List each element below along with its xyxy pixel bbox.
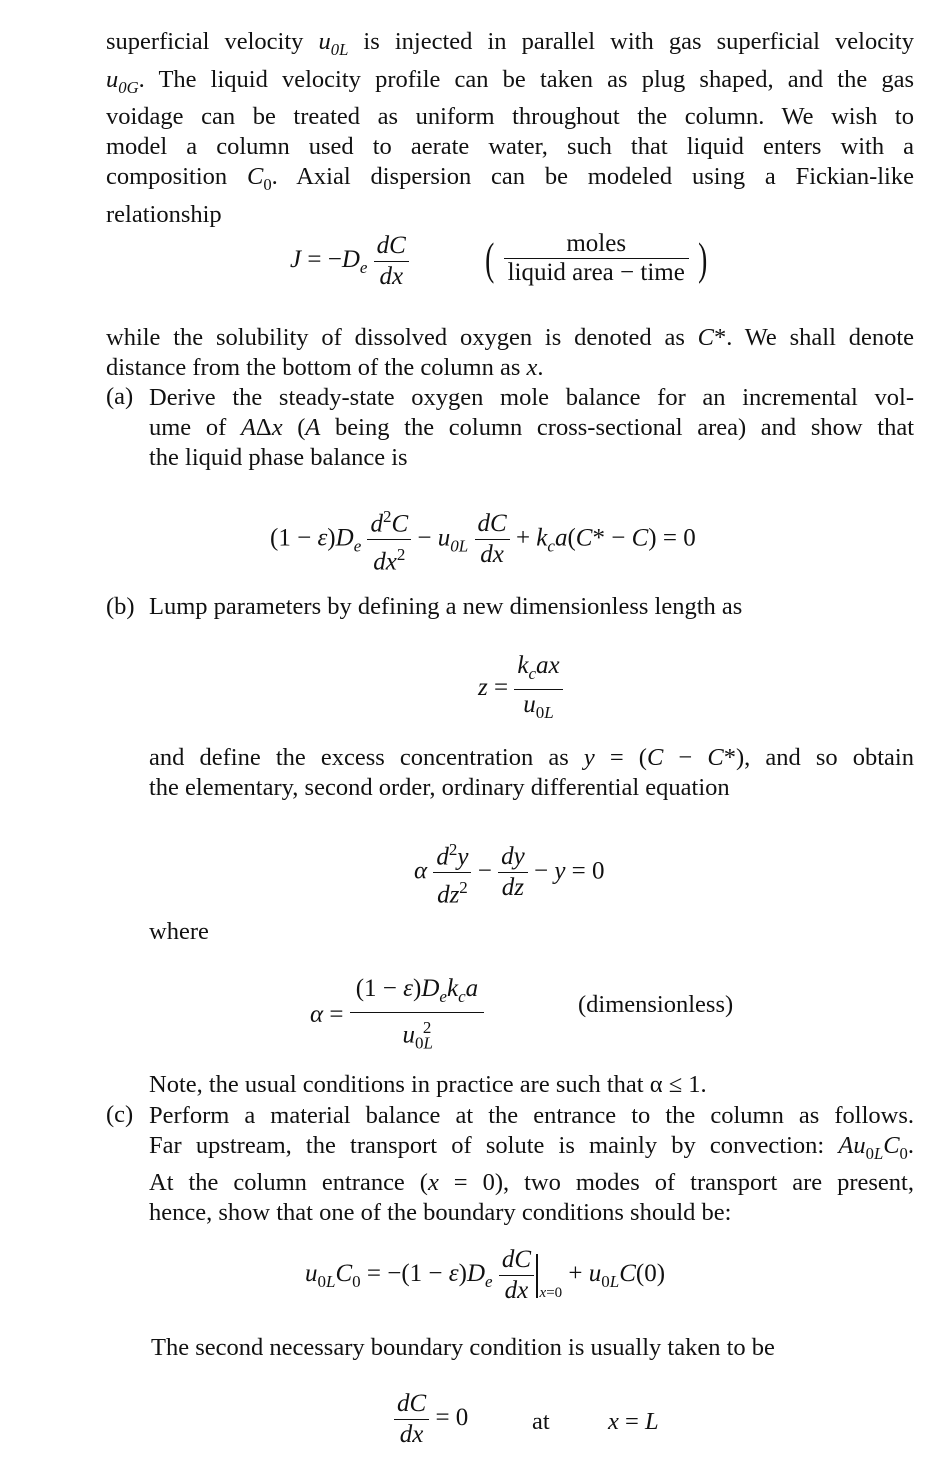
dimensionless-length-equation: z = $\frac{k_cax}{u_{0L}}$ (478, 652, 563, 727)
entrance-boundary-condition: $u_{0L}C_0 = -(1 - \varepsilon)D_e$ $\frac{dC}{dx}$ $_{x=0} + u_{0L}C(0)$ (305, 1246, 666, 1304)
part-c-text (149, 1101, 914, 1228)
part-b-marker: (b) (106, 593, 135, 620)
part-b-line-3: the elementary, second order, ordinary differential equation (149, 773, 730, 801)
dimensionless-label: (dimensionless) (578, 991, 734, 1018)
flux-units: ( $\frac{\text{moles}}{\text{liquid area − time}}$ ) (485, 230, 708, 286)
part-b-text (149, 743, 914, 803)
alpha-equation: α = $\frac{(1 - \varepsilon)D_ek_ca}{u_{0L}^2}$ (310, 975, 484, 1057)
part-a-line-3: the liquid phase balance is (149, 443, 408, 471)
part-c-line-3: At the column entrance (x = 0), two modes of transport are present, (149, 1169, 914, 1197)
note-line: Note, the usual conditions in practice are such that α ≤ 1. (149, 1071, 707, 1098)
part-a-text (149, 383, 914, 472)
part-c-line-4: hence, show that one of the boundary conditions should be: (149, 1199, 732, 1227)
part-a-line-2: ume of AΔx (A being the column cross-sectional area) and show that (149, 413, 915, 441)
intro-paragraph (106, 27, 914, 229)
at-label: at (532, 1408, 550, 1435)
part-b-line-2: and define the excess concentration as y = (C − C*), and so obtain (149, 744, 914, 771)
ode-equation: α $\frac{d^2y}{dz^2}$ − $\frac{dy}{dz}$ − y = 0 (414, 836, 605, 910)
intro-line-1: superficial velocity $u_{0L}$ is injected in parallel with gas superficial velocity (106, 28, 914, 59)
units-denominator: liquid area − time (507, 259, 685, 286)
second-bc-text: The second necessary boundary condition is usually taken to be (151, 1334, 775, 1361)
where-label: where (149, 918, 209, 945)
part-c-line-1: Perform a material balance at the entrance to the column as follows. (149, 1102, 914, 1129)
flux-equation: $J = -D_e$ $\frac{dC}{dx}$ (290, 232, 409, 291)
intro-line-3: voidage can be treated as uniform throughout the column. We wish to (106, 103, 914, 131)
part-c-line-2: Far upstream, the transport of solute is mainly by convection: $Au_{0L}C_0$. (149, 1131, 914, 1163)
part-b-line-1: Lump parameters by defining a new dimensionless length as (149, 593, 743, 620)
part-c-marker: (c) (106, 1101, 134, 1128)
units-numerator: moles (504, 230, 689, 259)
intro-line-5: composition $C_0$. Axial dispersion can be modeled using a Fickian-like (106, 162, 914, 194)
part-a-line-1: Derive the steady-state oxygen mole balance for an incremental vol- (149, 384, 914, 411)
exit-boundary-condition: $\frac{dC}{dx}$ = 0 (394, 1390, 468, 1449)
exit-bc-equals: = 0 (435, 1404, 469, 1432)
intro-line-6: relationship (106, 200, 222, 228)
x-equals-l: x = L (608, 1408, 659, 1435)
part-a-marker: (a) (106, 383, 134, 410)
solubility-line-1: while the solubility of dissolved oxygen is denoted as C*. We shall denote (106, 324, 915, 351)
liquid-balance-equation: $(1 - \varepsilon)D_e$ $\frac{d^2C}{dx^2}$ − $u_{0L}$ $\frac{dC}{dx}$ + $k_ca(C* - C) = 0$ (270, 503, 696, 577)
solubility-line-2: distance from the bottom of the column as x. (106, 353, 544, 381)
flux-derivative: $\frac{dC}{dx}$ (374, 232, 409, 291)
intro-line-4: model a column used to aerate water, such that liquid enters with a (106, 133, 914, 161)
intro-line-2: $u_{0G}$. The liquid velocity profile can be taken as plug shaped, and the gas (106, 65, 914, 97)
solubility-paragraph (106, 323, 914, 383)
